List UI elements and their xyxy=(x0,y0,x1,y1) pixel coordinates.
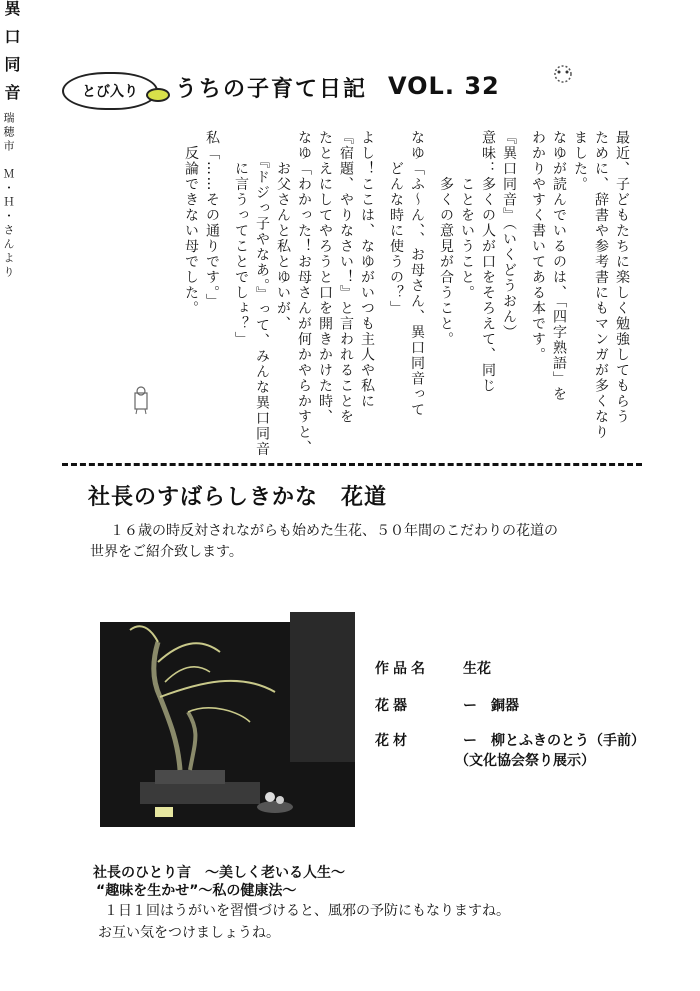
intro-line: 世界をご紹介致します。 xyxy=(90,544,243,560)
diary-column: どんな時に使うの？」 xyxy=(388,130,404,316)
info-value: ー 銅器 xyxy=(463,698,519,714)
ikebana-photo xyxy=(100,602,355,827)
words-line: お互い気をつけましょうね。 xyxy=(98,925,280,941)
info-value: 生花 xyxy=(463,661,491,677)
diary-column: 反論できない母でした。 xyxy=(183,130,199,316)
badge-decoration xyxy=(146,88,170,102)
diary-column: 多くの意見が合うこと。 xyxy=(438,130,454,347)
diary-title: うちの子育て日記 xyxy=(175,77,368,102)
doodle-illustration xyxy=(548,60,578,90)
badge-label: とび入り xyxy=(82,84,138,100)
info-label: 花器 xyxy=(375,698,411,714)
credit-line: 瑞穂市 Ｍ・Ｈ・さんより xyxy=(2,112,15,280)
side-heading: 異口同音 xyxy=(2,0,21,112)
info-label: 作品名 xyxy=(375,661,429,677)
diary-column: よし！ここは、なゆがいつも主人や私に xyxy=(359,130,375,409)
diary-column: なゆ「わかった！お母さんが何かやらかすと、 xyxy=(296,130,312,456)
president-words-title: 社長のひとり言 〜美しく老いる人生〜 xyxy=(93,865,345,881)
diary-column: 私「……その通りです。」 xyxy=(204,130,220,309)
info-title xyxy=(375,658,491,678)
diary-column: ために、辞書や参考書にもマンガが多くなり xyxy=(593,130,609,440)
diary-column: に言うってことでしょ？」 xyxy=(233,130,249,347)
intro-line: １６歳の時反対されながらも始めた生花、５０年間のこだわりの花道の xyxy=(110,523,558,539)
info-label: 花材 xyxy=(375,733,411,749)
info-exhibition: （文化協会祭り展示） xyxy=(455,753,595,769)
section-divider xyxy=(62,463,642,466)
info-vessel xyxy=(375,695,519,715)
section-intro xyxy=(90,521,580,563)
diary-column: なゆが読んでいるのは、「四字熟語」を xyxy=(551,130,567,402)
section-title: 社長のすばらしきかな 花道 xyxy=(88,485,388,510)
president-words-body xyxy=(98,900,510,944)
diary-column: お父さんと私とゆいが、 xyxy=(275,130,291,332)
diary-column: ことをいうこと。 xyxy=(459,130,475,301)
president-words-subtitle: “趣味を生かせ”〜私の健康法〜 xyxy=(96,883,297,899)
diary-column: ました。 xyxy=(572,130,588,192)
diary-column: なゆ「ふ〜ん、、お母さん、異口同音って xyxy=(409,130,425,418)
diary-column: たとえにしてやろうと口を開きかけた時、 xyxy=(317,130,333,425)
info-material xyxy=(375,730,645,750)
small-figure-illustration xyxy=(128,385,154,419)
words-line: １日１回はうがいを習慣づけると、風邪の予防にもなりますね。 xyxy=(104,903,510,919)
diary-column: 『宿題、やりなさい！』と言われることを xyxy=(338,130,354,425)
diary-column: 最近、子どもたちに楽しく勉強してもらう xyxy=(614,130,630,425)
diary-column: 『ドジっ子やなあ。』って、みんな異口同音 xyxy=(254,130,270,457)
diary-column: 『異口同音』（いくどうおん） xyxy=(501,130,517,340)
diary-column: 意味：多くの人が口をそろえて、同じ xyxy=(480,130,496,394)
diary-column: わかりやすく書いてある本です。 xyxy=(530,130,546,363)
info-value: ー 柳とふきのとう（手前） xyxy=(463,733,645,749)
volume-number: VOL. 32 xyxy=(388,72,500,100)
tobiiri-badge xyxy=(62,72,158,110)
